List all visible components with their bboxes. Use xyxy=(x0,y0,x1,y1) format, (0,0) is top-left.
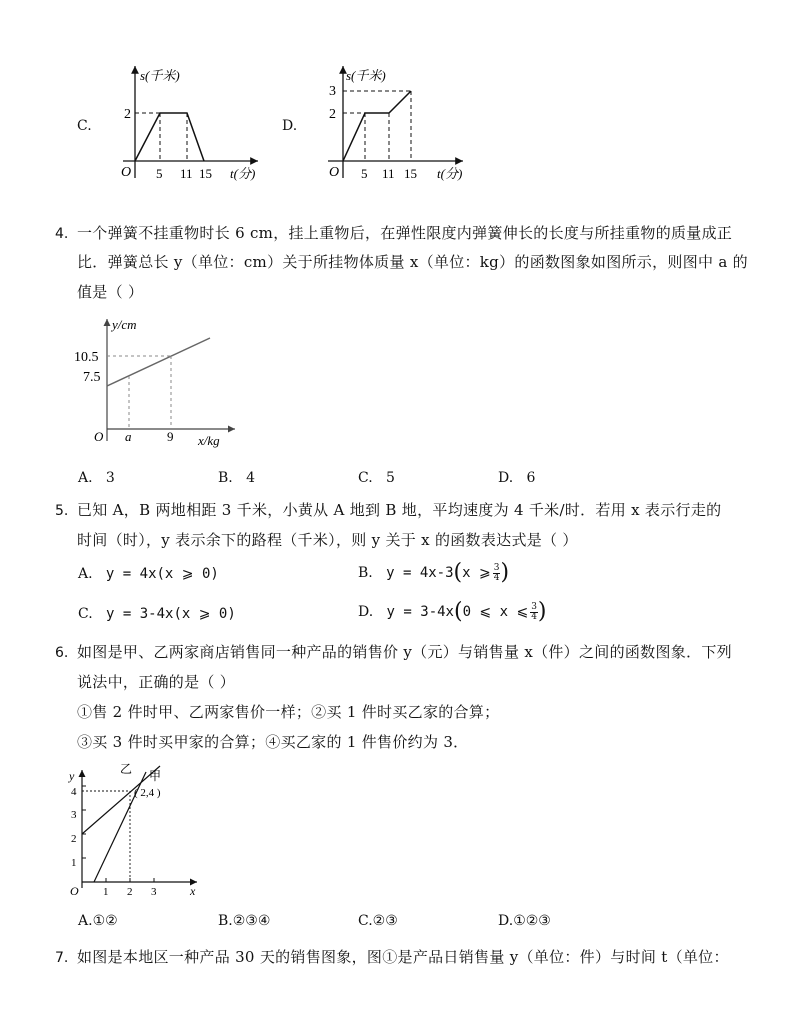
point-label: ( 2,4 ) xyxy=(134,787,161,799)
q7-line-1: 如图是本地区一种产品 30 天的销售图象，图①是产品日销售量 y（单位：件）与时间 t（单位： xyxy=(77,948,729,966)
q6-graph xyxy=(62,762,222,902)
q4-option-d[interactable] xyxy=(498,470,535,486)
q6-option-d[interactable] xyxy=(498,913,551,929)
q7-number: 7. xyxy=(55,950,69,966)
label-yi: 乙 xyxy=(120,762,133,776)
q4-option-a[interactable] xyxy=(78,470,115,486)
x-tick-15: 15 xyxy=(404,166,417,181)
x-tick-2: 2 xyxy=(127,886,133,898)
x-tick-15: 15 xyxy=(199,166,212,181)
option-label: C. xyxy=(358,913,373,929)
option-expr: y = 3-4x(x ⩾ 0) xyxy=(106,606,236,622)
fraction-denominator: 4 xyxy=(531,611,537,622)
paren-open: ( xyxy=(453,560,463,585)
y-tick-10-5: 10.5 xyxy=(74,350,99,365)
condition-text: 0 ⩽ x ⩽ xyxy=(462,604,529,620)
option-label: D. xyxy=(358,604,374,620)
option-expr: y = 4x-3 xyxy=(386,565,454,581)
q4-line-1: 一个弹簧不挂重物时长 6 cm，挂上重物后，在弹性限度内弹簧伸长的长度与所挂重物的质量成正 xyxy=(77,224,733,242)
option-label: A. xyxy=(78,566,93,582)
origin-label: O xyxy=(70,884,79,898)
q4-line-2: 比．弹簧总长 y（单位：cm）关于所挂物体质量 x（单位：kg）的函数图象如图所示，则图中 a 的 xyxy=(77,253,748,271)
fraction xyxy=(530,603,538,622)
option-value: ①② xyxy=(92,913,118,929)
q6-option-b[interactable] xyxy=(218,913,270,929)
y-tick-3: 3 xyxy=(71,809,77,821)
y-axis-label: s(千米) xyxy=(140,68,180,83)
spring-length-line xyxy=(107,338,210,386)
option-value: 4 xyxy=(246,470,256,486)
option-label: D. xyxy=(498,470,514,486)
option-label: A. xyxy=(78,913,93,929)
option-label: B. xyxy=(358,565,373,581)
origin-label: O xyxy=(94,429,104,444)
paren-close: ) xyxy=(537,599,547,624)
x-tick-1: 1 xyxy=(103,886,109,898)
x-tick-11: 11 xyxy=(180,166,193,181)
y-tick-3: 3 xyxy=(329,84,336,99)
option-value: 5 xyxy=(386,470,395,486)
option-label: A. xyxy=(78,470,93,486)
graph-c xyxy=(108,58,268,188)
x-tick-a: a xyxy=(125,429,132,444)
q6-line-2: 说法中，正确的是（ ） xyxy=(77,673,236,691)
option-label: D. xyxy=(498,913,514,929)
q5-number: 5. xyxy=(55,503,69,519)
y-axis-label: y/cm xyxy=(112,317,137,332)
q6-option-a[interactable] xyxy=(78,913,118,929)
distance-line xyxy=(343,91,411,161)
x-tick-5: 5 xyxy=(156,166,163,181)
y-tick-4: 4 xyxy=(71,786,77,798)
q4-number: 4. xyxy=(55,226,69,242)
condition-text: x ⩾ xyxy=(462,565,491,581)
fraction-numerator: 3 xyxy=(493,562,500,573)
q5-line-1: 已知 A，B 两地相距 3 千米，小黄从 A 地到 B 地，平均速度为 4 千米/时．若用 x 表示行走的 xyxy=(77,501,722,519)
q6-line-1: 如图是甲、乙两家商店销售同一种产品的销售价 y（元）与销售量 x（件）之间的函数图象．下列 xyxy=(77,643,732,661)
option-expr: y = 4x(x ⩾ 0) xyxy=(105,566,219,582)
y-tick-2: 2 xyxy=(329,107,336,122)
x-tick-11: 11 xyxy=(382,166,395,181)
x-axis-label: t(分) xyxy=(437,166,463,181)
x-tick-3: 3 xyxy=(151,886,157,898)
q5-option-d[interactable] xyxy=(358,601,547,623)
origin-label: O xyxy=(121,165,132,180)
option-d-label: D. xyxy=(282,118,298,134)
option-expr: y = 3-4x xyxy=(386,604,454,620)
q4-option-c[interactable] xyxy=(358,470,395,486)
y-axis-label: y xyxy=(69,769,75,783)
x-axis-label: x xyxy=(190,884,196,898)
graph-d xyxy=(313,58,473,188)
distance-line xyxy=(135,113,204,161)
y-tick-2: 2 xyxy=(124,107,131,122)
fraction-denominator: 4 xyxy=(493,572,500,583)
paren-close: ) xyxy=(500,560,510,585)
q5-option-b[interactable] xyxy=(358,562,509,584)
q6-number: 6. xyxy=(55,645,69,661)
y-tick-1: 1 xyxy=(71,857,77,869)
q4-option-b[interactable] xyxy=(218,470,255,486)
y-axis-label: s(千米) xyxy=(346,68,386,83)
fraction xyxy=(493,564,501,583)
q5-option-c[interactable] xyxy=(78,606,236,622)
option-value: ②③④ xyxy=(232,913,271,929)
q6-line-3: ①售 2 件时甲、乙两家售价一样；②买 1 件时买乙家的合算； xyxy=(77,703,500,721)
option-value: ②③ xyxy=(372,913,398,929)
q4-graph xyxy=(70,313,240,453)
origin-label: O xyxy=(329,165,340,180)
q6-option-c[interactable] xyxy=(358,913,398,929)
option-label: B. xyxy=(218,913,233,929)
option-value: 3 xyxy=(105,470,115,486)
y-tick-7-5: 7.5 xyxy=(83,370,101,385)
option-value: ①②③ xyxy=(513,913,551,929)
x-axis-label: t(分) xyxy=(230,166,256,181)
x-axis-label: x/kg xyxy=(198,433,220,448)
option-c-label: C. xyxy=(77,118,92,134)
paren-open: ( xyxy=(453,599,463,624)
option-label: C. xyxy=(358,470,373,486)
q5-line-2: 时间（时），y 表示余下的路程（千米），则 y 关于 x 的函数表达式是（ ） xyxy=(77,531,578,549)
label-jia: 甲 xyxy=(149,769,162,783)
option-label: C. xyxy=(78,606,93,622)
y-tick-2: 2 xyxy=(71,833,77,845)
fraction-numerator: 3 xyxy=(531,601,537,612)
q6-line-4: ③买 3 件时买甲家的合算；④买乙家的 1 件售价约为 3． xyxy=(77,733,469,751)
q4-line-3: 值是（ ） xyxy=(77,283,144,301)
x-tick-5: 5 xyxy=(361,166,368,181)
option-label: B. xyxy=(218,470,233,486)
q5-option-a[interactable] xyxy=(78,566,219,582)
x-tick-9: 9 xyxy=(167,429,174,444)
option-value: 6 xyxy=(526,470,536,486)
